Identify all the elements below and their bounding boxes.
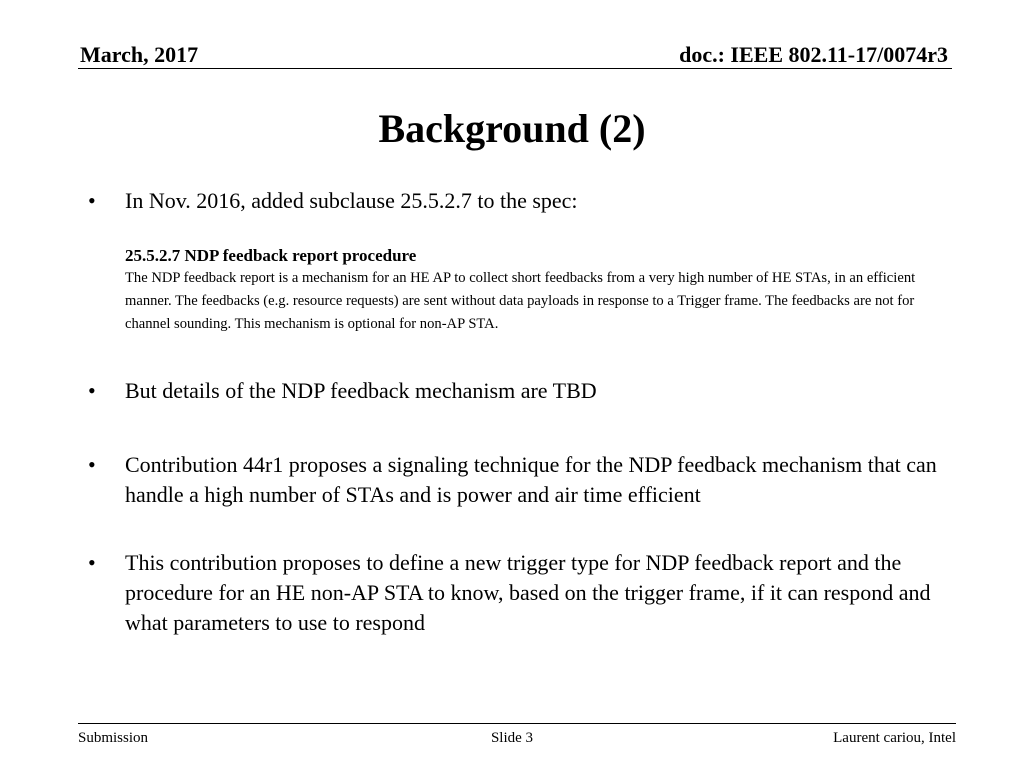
footer-slide-number: Slide 3 (490, 730, 534, 746)
header-doc-id: doc.: IEEE 802.11-17/0074r3 (679, 42, 948, 67)
bullet-marker: • (88, 378, 96, 403)
spec-excerpt-heading: 25.5.2.7 NDP feedback report procedure (125, 246, 417, 265)
footer-submission: Submission (78, 730, 149, 746)
bullet-marker: • (88, 452, 96, 477)
header-date: March, 2017 (80, 42, 199, 67)
bullet-text: But details of the NDP feedback mechanism are TBD (125, 378, 597, 403)
footer-divider (78, 723, 956, 724)
header-divider (78, 68, 952, 69)
bullet-marker: • (88, 188, 96, 213)
bullet-text: This contribution proposes to define a new trigger type for NDP feedback report and the procedure for an HE non-AP STA to know, based on the trigger frame, if it can respond and what parameters to use to respond (125, 550, 931, 635)
footer-author: Laurent cariou, Intel (833, 730, 956, 746)
bullet-text: In Nov. 2016, added subclause 25.5.2.7 to the spec: (125, 188, 578, 213)
spec-excerpt-body: The NDP feedback report is a mechanism for an HE AP to collect short feedbacks from a very high number of HE STAs, in an efficient manner. The feedbacks (e.g. resource requests) are sent without data payloads in response to a Trigger frame. The feedbacks are not for channel sounding. This mechanism is optional for non-AP STA. (125, 270, 916, 332)
bullet-marker: • (88, 550, 96, 575)
bullet-text: Contribution 44r1 proposes a signaling technique for the NDP feedback mechanism that can handle a high number of STAs and is power and air time efficient (125, 452, 937, 507)
slide-title: Background (2) (378, 106, 646, 151)
spec-excerpt (125, 245, 935, 336)
